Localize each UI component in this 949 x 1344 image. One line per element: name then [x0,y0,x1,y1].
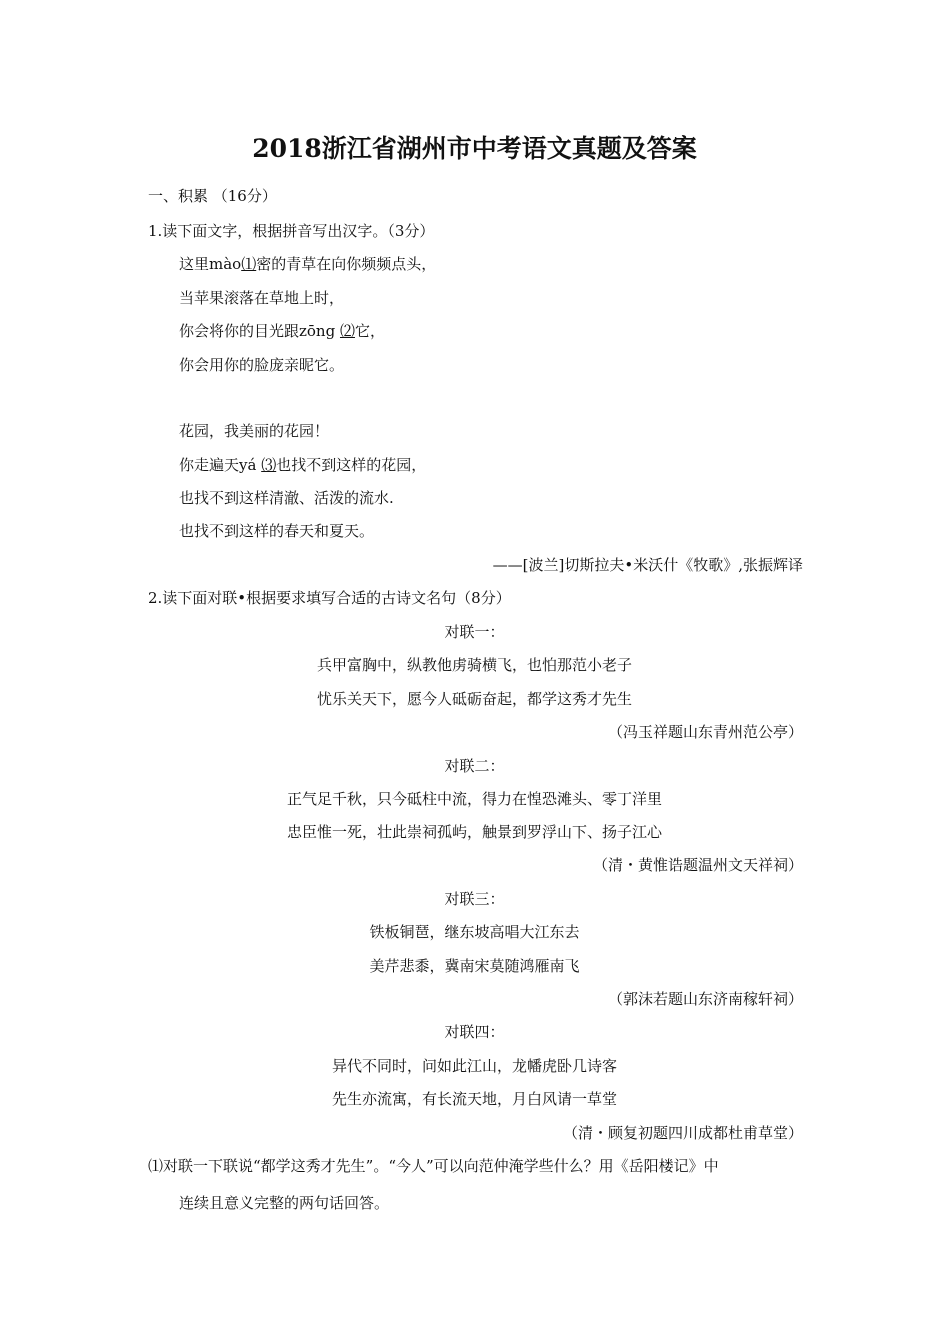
section-heading: 一、积累 （16分） [148,187,277,205]
poem-line-6: 你走遍天yá ⑶也找不到这样的花园， [179,456,427,474]
poem-line-4: 你会用你的脸庞亲昵它。 [179,356,345,374]
poem-line-3: 你会将你的目光跟zōng ⑵它， [179,322,385,340]
couplet-1-label: 对联一： [444,623,505,641]
couplet-3-line-a: 铁板铜琶，继东坡高唱大江东去 [369,923,580,941]
poem-line-7: 也找不到这样清澈、活泼的流水. [179,489,394,507]
couplet-2-source: （清・黄惟诰题温州文天祥祠） [592,856,803,874]
couplet-2-label: 对联二： [444,757,505,775]
couplet-2-line-b: 忠臣惟一死，壮此崇祠孤屿，触景到罗浮山下、扬子江心 [286,823,662,841]
question-2-prompt: 2.读下面对联•根据要求填写合适的古诗文名句（8分） [148,589,511,607]
poem-source: ——[波兰]切斯拉夫•米沃什《牧歌》,张振辉译 [492,556,803,574]
couplet-3-source: （郭沫若题山东济南稼轩祠） [607,990,803,1008]
poem-line-2: 当苹果滚落在草地上时， [179,289,345,307]
couplet-4-line-b: 先生亦流寓，有长流天地，月白风请一草堂 [331,1090,617,1108]
poem-line-5: 花园，我美丽的花园！ [179,422,330,440]
question-1-prompt: 1.读下面文字，根据拼音写出汉字。（3分） [148,222,435,240]
couplet-4-line-a: 异代不同时，问如此江山，龙幡虎卧几诗客 [331,1057,617,1075]
couplet-4-label: 对联四： [444,1023,505,1041]
couplet-1-line-a: 兵甲富胸中，纵教他虏骑横飞，也怕那范小老子 [316,656,632,674]
blank-1: ⑴ [241,255,257,273]
couplet-1-source: （冯玉祥题山东青州范公亭） [607,723,803,741]
poem-line-1: 这里mào⑴密的青草在向你频频点头， [179,255,437,273]
blank-2: ⑵ [339,322,355,340]
couplet-3-label: 对联三： [444,890,505,908]
couplet-3-line-b: 美芹悲黍，冀南宋莫随鸿雁南飞 [369,957,580,975]
poem-line-8: 也找不到这样的春天和夏天。 [179,522,375,540]
couplet-2-line-a: 正气足千秋，只今砥柱中流，得力在惶恐滩头、零丁洋里 [286,790,662,808]
sub-question-1-line-2: 连续且意义完整的两句话回答。 [179,1194,390,1212]
blank-3: ⑶ [261,456,277,474]
couplet-4-source: （清・顾复初题四川成都杜甫草堂） [562,1124,803,1142]
couplet-1-line-b: 忧乐关天下，愿今人砥砺奋起，都学这秀才先生 [316,690,632,708]
page-title: 2018浙江省湖州市中考语文真题及答案 [252,134,697,163]
sub-question-1-line-1: ⑴对联一下联说“都学这秀才先生”。“今人”可以向范仲淹学些什么？用《岳阳楼记》中 [148,1157,719,1175]
